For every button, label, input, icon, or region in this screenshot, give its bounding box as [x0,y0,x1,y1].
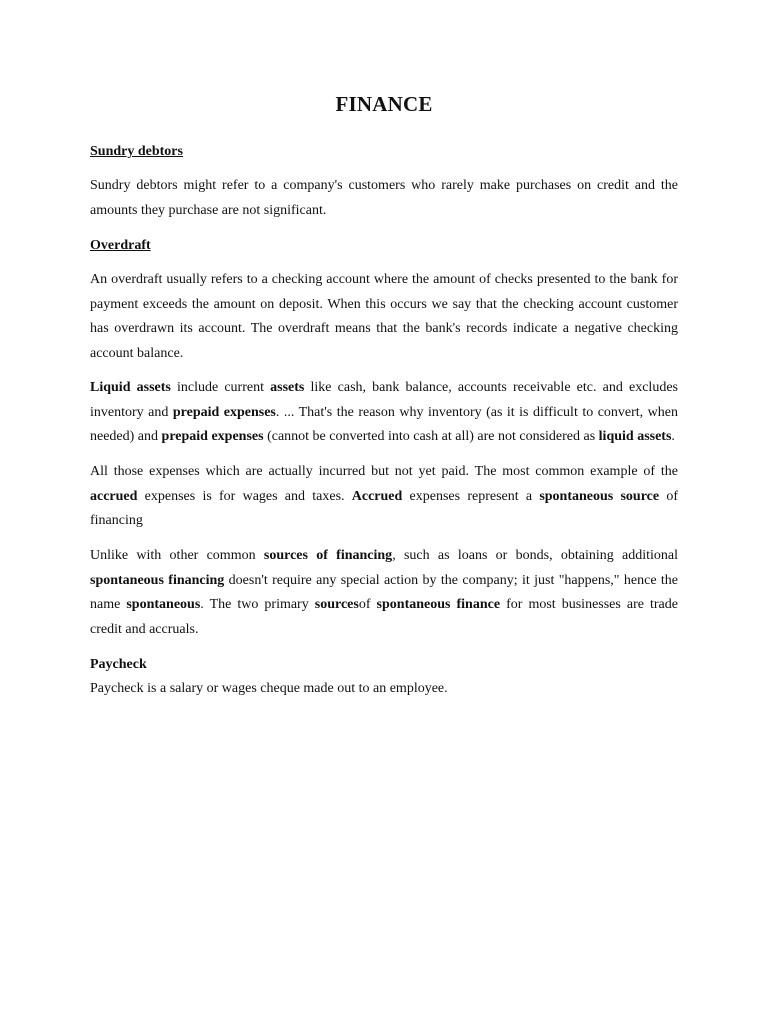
bold-term: spontaneous [126,597,201,613]
bold-term: spontaneous financing [90,572,225,588]
bold-term: prepaid expenses [172,404,276,420]
paragraph-text: , such as loans or bonds, obtaining additional [392,548,678,563]
paragraph-text: . The two primary [200,597,315,613]
paragraph-overdraft: An overdraft usually refers to a checking account where the amount of checks presented to the bank for payment exceeds the amount on deposit. When this occurs we say that the checking account customer has overdrawn its account. The overdraft means that the bank's records indicate a negative checking account balance. [90,272,678,361]
bold-term: spontaneous finance [376,597,501,613]
bold-term: liquid assets [598,429,672,445]
heading-paycheck: Paycheck [90,657,147,672]
paragraph-text: (cannot be converted into cash at all) are not considered as [263,429,599,445]
paragraph-accrued-expenses [90,460,678,534]
paragraph-text: for most businesses are trade credit and accruals. [90,597,678,637]
paragraph-text: doesn't require any special action by the company; it just "happens," hence the name [90,572,679,613]
heading-sundry-debtors [90,142,183,162]
bold-term: assets [270,380,305,395]
paragraph-text: . [671,429,675,445]
paragraph-text: Unlike with other common [90,548,264,563]
paragraph-liquid-assets [90,376,678,450]
bold-term: sources of financing [263,548,393,563]
paragraph-text: of [358,597,377,613]
paragraph-text: include current [170,380,271,395]
bold-term: sources [314,597,359,613]
paragraph-text: of financing [90,488,678,529]
paragraph-spontaneous-financing [90,544,678,642]
heading-sundry-debtors-text: Sundry debtors [90,144,183,159]
paragraph-sundry-debtors: Sundry debtors might refer to a company's customers who rarely make purchases on credit and the amounts they purchase are not significant. [90,178,678,218]
bold-term: Liquid assets [90,380,171,395]
heading-overdraft [90,236,151,256]
bold-term: spontaneous source [539,488,660,504]
paragraph-text: like cash, bank balance, accounts receivable etc. and excludes inventory and [90,380,678,420]
bold-term: Accrued [351,488,403,504]
paragraph-text: All those expenses which are actually incurred but not yet paid. The most common example of the [90,464,678,479]
paragraph-text: expenses represent a [402,488,540,504]
document-title: FINANCE [335,92,433,116]
paragraph-text: . ... That's the reason why inventory (as it is difficult to convert, when needed) and [90,404,678,445]
paragraph-paycheck: Paycheck is a salary or wages cheque made out to an employee. [90,681,448,696]
paragraph-text: expenses is for wages and taxes. [137,488,352,504]
heading-overdraft-text: Overdraft [90,238,151,253]
bold-term: prepaid expenses [161,429,264,445]
bold-term: accrued [90,488,138,504]
